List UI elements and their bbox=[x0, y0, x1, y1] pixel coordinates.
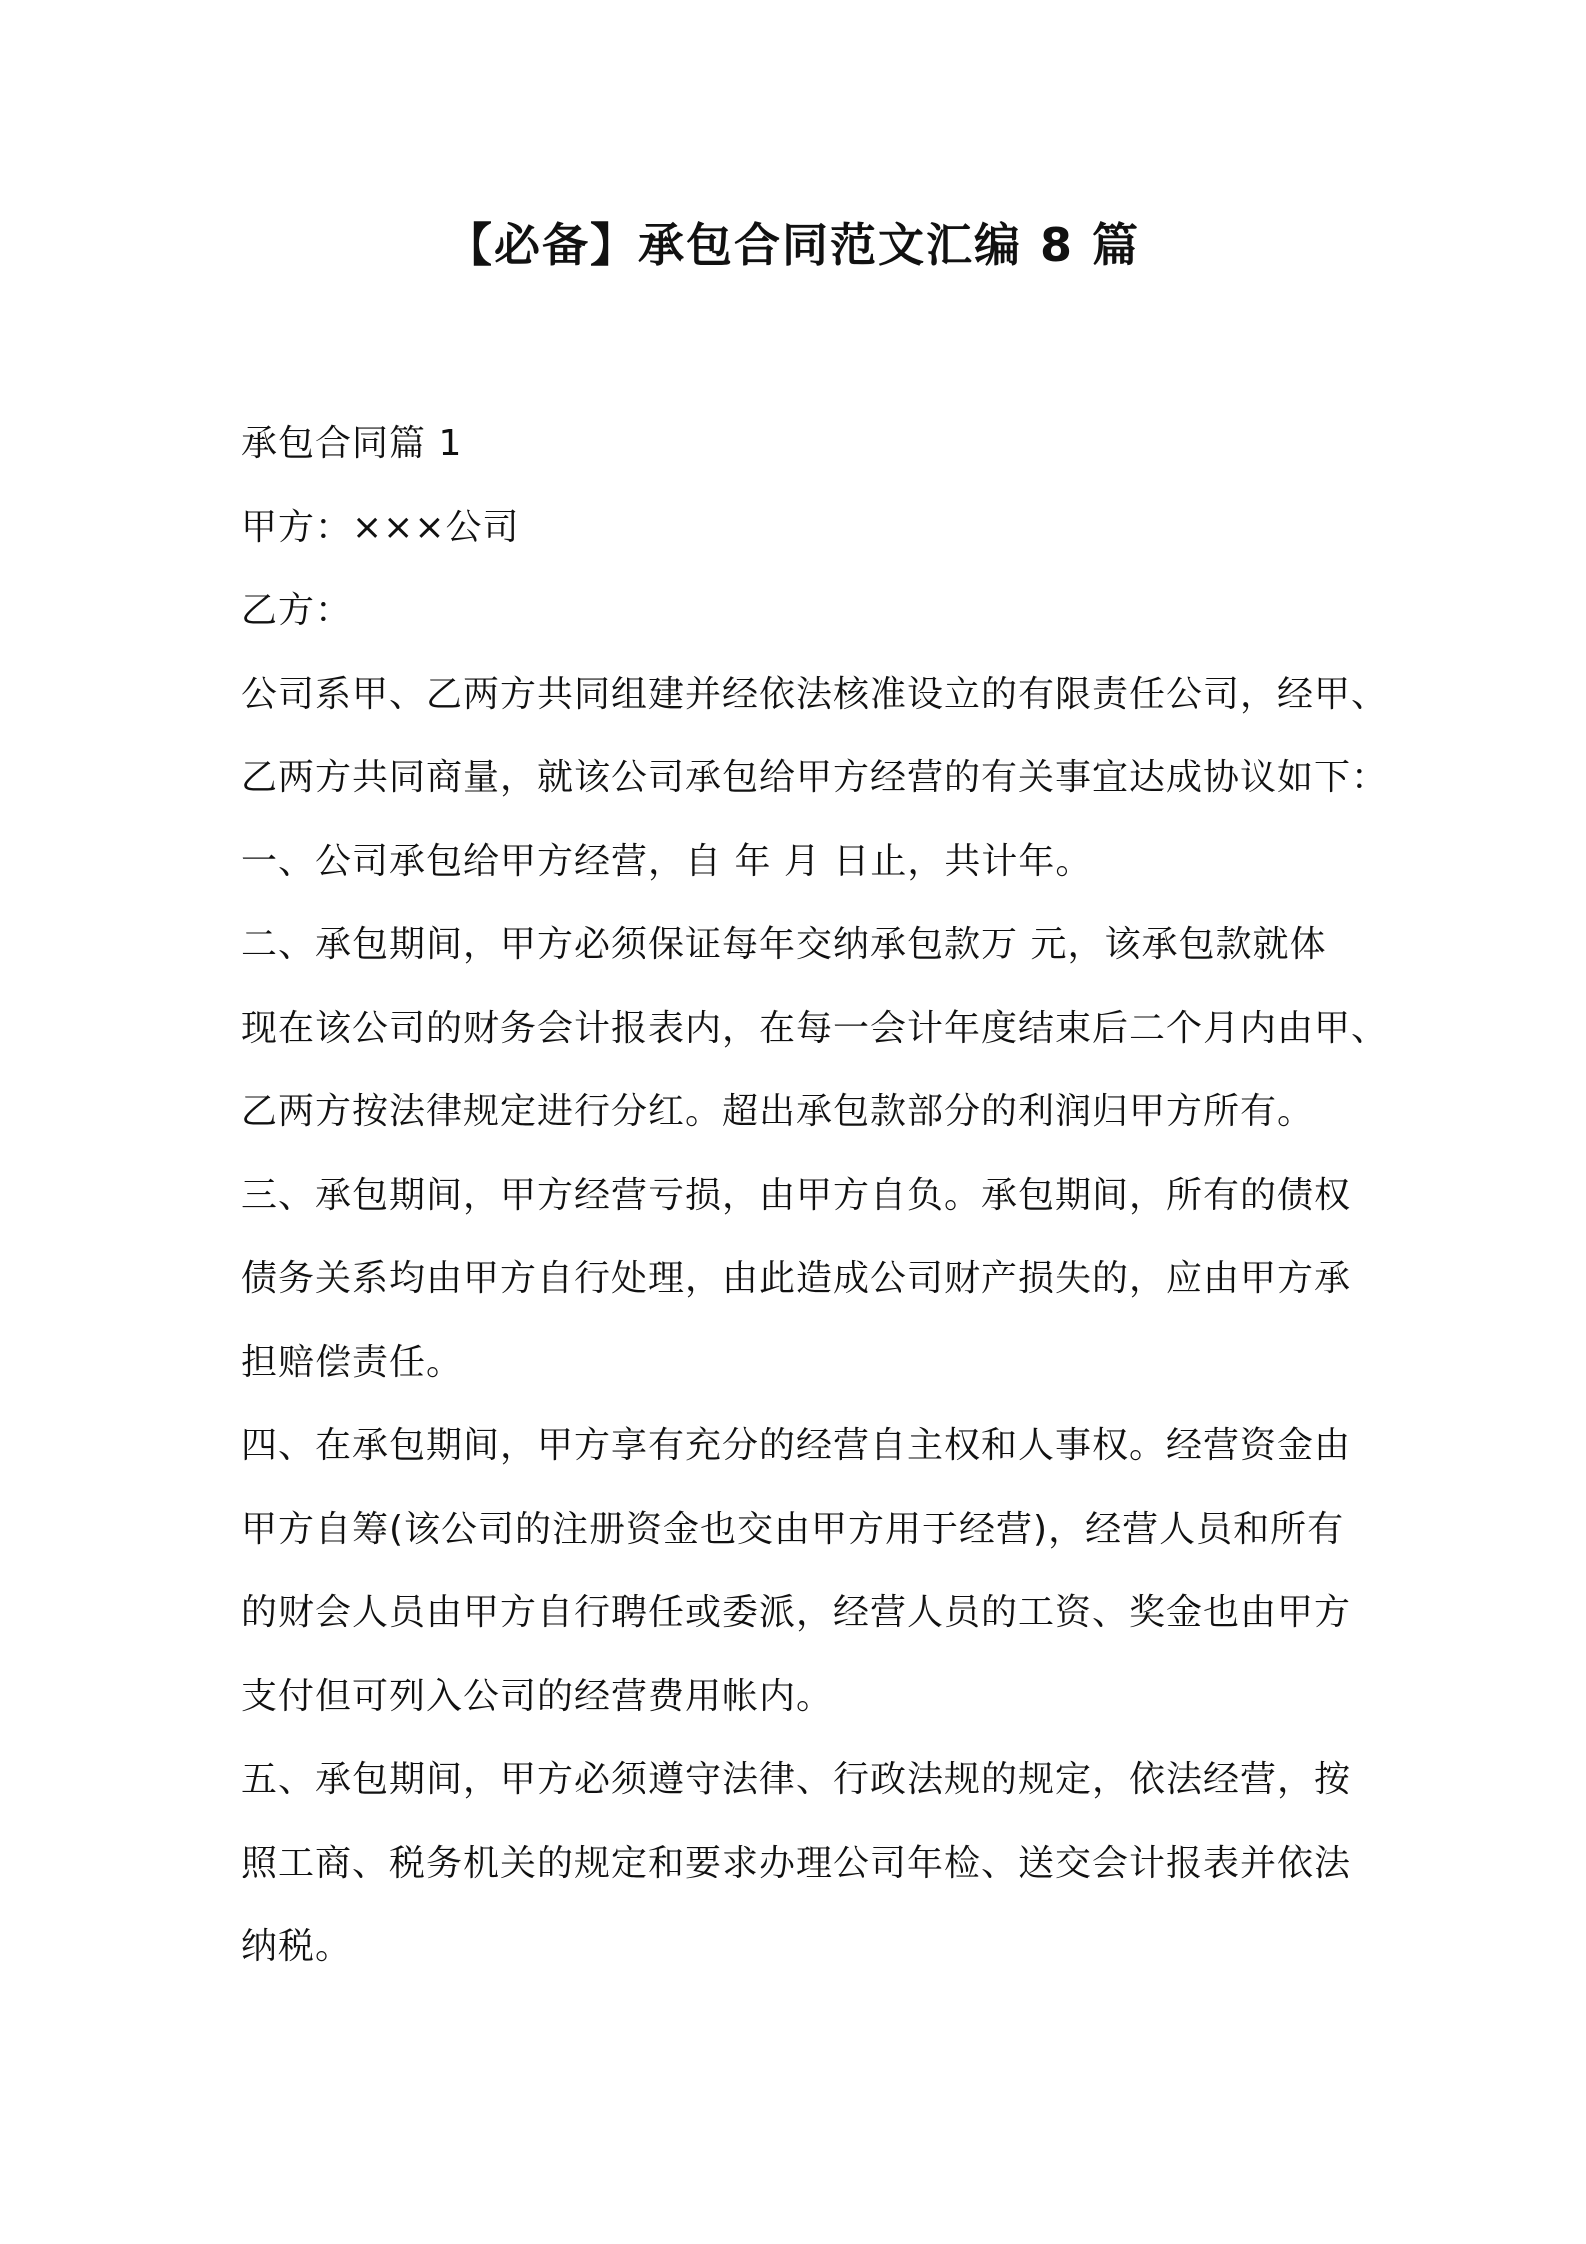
paragraph-line: 三、承包期间，甲方经营亏损，由甲方自负。承包期间，所有的债权 bbox=[241, 1174, 1352, 1216]
paragraph-line: 的财会人员由甲方自行聘任或委派，经营人员的工资、奖金也由甲方 bbox=[241, 1592, 1352, 1633]
paragraph-line: 一、公司承包给甲方经营，自 年 月 日止，共计年。 bbox=[241, 840, 1093, 882]
paragraph-line: 纳税。 bbox=[241, 1926, 353, 1967]
paragraph-line: 公司系甲、乙两方共同组建并经依法核准设立的有限责任公司，经甲、 bbox=[241, 673, 1389, 715]
paragraph-line: 担赔偿责任。 bbox=[241, 1341, 464, 1383]
paragraph-line: 债务关系均由甲方自行处理，由此造成公司财产损失的，应由甲方承 bbox=[241, 1258, 1352, 1299]
paragraph-line: 五、承包期间，甲方必须遵守法律、行政法规的规定，依法经营，按 bbox=[241, 1759, 1352, 1800]
section-heading: 承包合同篇 1 bbox=[241, 423, 463, 464]
paragraph-line: 照工商、税务机关的规定和要求办理公司年检、送交会计报表并依法 bbox=[241, 1842, 1352, 1884]
paragraph-line: 现在该公司的财务会计报表内，在每一会计年度结束后二个月内由甲、 bbox=[241, 1007, 1389, 1049]
paragraph-line: 甲方自筹(该公司的注册资金也交由甲方用于经营)，经营人员和所有 bbox=[241, 1508, 1345, 1550]
document-title: 【必备】承包合同范文汇编 8 篇 bbox=[445, 218, 1141, 272]
paragraph-line: 二、承包期间，甲方必须保证每年交纳承包款万 元，该承包款就体 bbox=[241, 924, 1327, 965]
paragraph-line: 支付但可列入公司的经营费用帐内。 bbox=[241, 1675, 834, 1717]
party-a-line: 甲方：×××公司 bbox=[241, 506, 520, 548]
document-body bbox=[241, 402, 1389, 1989]
paragraph-line: 乙两方共同商量，就该公司承包给甲方经营的有关事宜达成协议如下： bbox=[241, 757, 1389, 798]
paragraph-line: 乙两方按法律规定进行分红。超出承包款部分的利润归甲方所有。 bbox=[241, 1091, 1315, 1132]
paragraph-line: 四、在承包期间，甲方享有充分的经营自主权和人事权。经营资金由 bbox=[241, 1425, 1352, 1466]
party-b-line: 乙方： bbox=[241, 590, 353, 631]
